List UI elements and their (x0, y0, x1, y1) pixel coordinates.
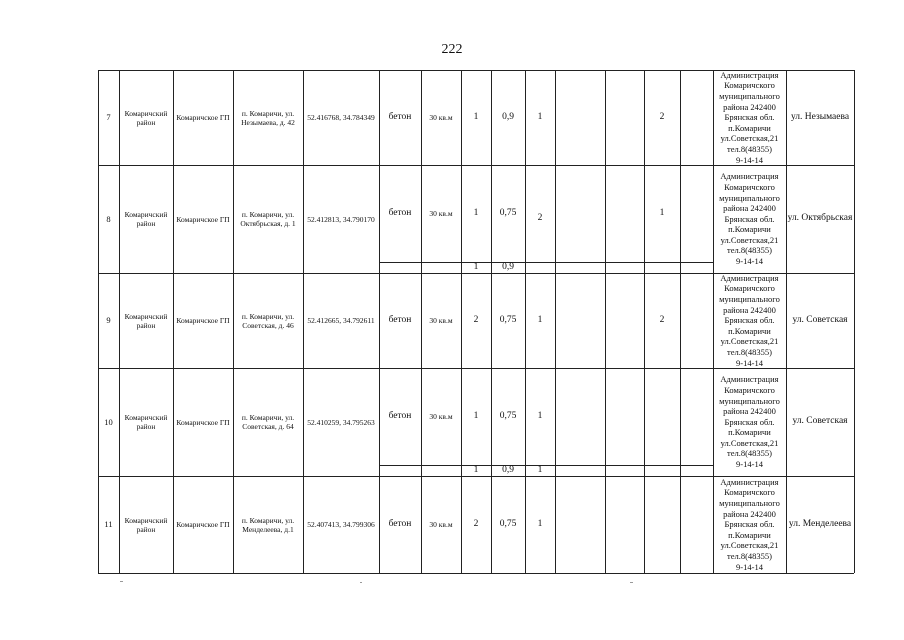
scan-speck (120, 581, 123, 582)
admin-line: 9-14-14 (736, 459, 763, 470)
sub_c2-text: 0,9 (502, 261, 514, 272)
c1-text: 1 (473, 410, 479, 421)
cell-c7 (681, 274, 712, 367)
c6-text: 2 (659, 314, 665, 325)
cell-c3 (526, 477, 554, 572)
address-text: п. Комаричи, ул. Советская, д. 46 (241, 311, 295, 330)
scan-speck (360, 582, 362, 583)
cell-c4 (556, 166, 604, 261)
c1-text: 2 (473, 518, 479, 529)
admin-line: п.Комаричи (728, 224, 771, 235)
admin-line: Администрация (720, 272, 779, 283)
admin-line: Комаричского (724, 487, 775, 498)
cell-num (99, 166, 118, 272)
cell-c6 (645, 166, 679, 261)
admin-line: тел.8(48355) (726, 245, 772, 256)
cell-c5 (606, 166, 643, 261)
cell-c4 (556, 369, 604, 464)
c3-text: 1 (537, 111, 543, 122)
district-text: Комаричский район (124, 311, 168, 330)
num-text: 11 (104, 519, 113, 530)
admin-line: тел.8(48355) (726, 550, 772, 561)
admin-line: муниципального (719, 498, 780, 509)
cell-c2 (492, 166, 524, 261)
cell-c3 (526, 166, 554, 272)
cell-area (422, 477, 460, 572)
admin-contact-block (719, 70, 780, 165)
cell-c7 (681, 477, 712, 572)
area-text: 30 кв.м (429, 113, 453, 122)
cell-c7 (681, 166, 712, 261)
c2-text: 0,75 (499, 518, 517, 529)
cell-admin (714, 477, 785, 572)
settlement-text: Комаричское ГП (176, 316, 230, 325)
cell-admin (714, 71, 785, 164)
settlement-text: Комаричское ГП (176, 520, 230, 529)
address-text: п. Комаричи, ул. Советская, д. 64 (241, 413, 295, 431)
surface-text: бетон (388, 410, 412, 421)
district-text: Комаричский район (124, 108, 168, 127)
street-text: ул. Октябрьская (787, 213, 853, 224)
cell-street (787, 369, 853, 475)
cell-surface (380, 274, 420, 367)
area-text: 30 кв.м (429, 520, 453, 529)
area-text: 30 кв.м (429, 209, 453, 218)
cell-c6 (645, 274, 679, 367)
cell-street (787, 166, 853, 272)
admin-line: Брянская обл. (724, 112, 775, 123)
admin-line: п.Комаричи (728, 122, 771, 133)
admin-line: Комаричского (724, 384, 775, 395)
settlement-text: Комаричское ГП (176, 417, 230, 427)
c2-text: 0,9 (502, 111, 514, 122)
admin-line: Брянская обл. (724, 519, 775, 530)
coords-text: 52.416768, 34.784349 (307, 113, 375, 122)
cell-surface (380, 477, 420, 572)
cell-c2 (492, 274, 524, 367)
district-text: Комаричский район (124, 413, 168, 431)
coords-text: 52.407413, 34.799306 (307, 520, 375, 529)
c2-text: 0,75 (499, 410, 517, 421)
sub_c2-text: 0,9 (502, 464, 514, 475)
area-text: 30 кв.м (429, 412, 453, 421)
admin-line: Брянская обл. (724, 315, 775, 326)
cell-address (234, 71, 302, 164)
cell-c5 (606, 369, 643, 464)
cell-c5 (606, 274, 643, 367)
registry-table (98, 70, 854, 573)
cell-district (120, 369, 172, 475)
admin-line: Администрация (720, 171, 779, 182)
cell-district (120, 477, 172, 572)
cell-address (234, 166, 302, 272)
cell-settlement (174, 369, 232, 475)
admin-line: района 242400 (723, 101, 776, 112)
street-text: ул. Менделеева (788, 518, 852, 529)
cell-sub_c3 (526, 466, 554, 475)
cell-address (234, 369, 302, 475)
admin-contact-block (719, 273, 780, 368)
cell-c5 (606, 71, 643, 164)
cell-district (120, 71, 172, 164)
admin-line: ул.Советская,21 (720, 437, 779, 448)
admin-line: п.Комаричи (728, 427, 771, 438)
cell-settlement (174, 274, 232, 367)
admin-line: муниципального (719, 192, 780, 203)
num-text: 9 (106, 315, 111, 326)
cell-area (422, 71, 460, 164)
admin-line: муниципального (719, 91, 780, 102)
cell-area (422, 274, 460, 367)
scan-speck (630, 582, 633, 583)
district-text: Комаричский район (124, 210, 168, 228)
cell-coords (304, 477, 378, 572)
admin-line: района 242400 (723, 304, 776, 315)
cell-district (120, 274, 172, 367)
coords-text: 52.412813, 34.790170 (307, 214, 375, 224)
cell-num (99, 274, 118, 367)
cell-c4 (556, 71, 604, 164)
admin-line: Комаричского (724, 80, 775, 91)
cell-address (234, 274, 302, 367)
cell-c1 (462, 477, 490, 572)
c1-text: 1 (473, 207, 479, 218)
cell-c7 (681, 369, 712, 464)
cell-c6 (645, 369, 679, 464)
admin-line: Брянская обл. (724, 213, 775, 224)
cell-surface (380, 166, 420, 261)
street-text: ул. Незымаева (790, 111, 850, 122)
admin-line: п.Комаричи (728, 529, 771, 540)
admin-line: муниципального (719, 395, 780, 406)
c3-text: 1 (537, 410, 543, 421)
admin-line: Комаричского (724, 283, 775, 294)
admin-contact-block (719, 477, 780, 572)
c2-text: 0,75 (499, 314, 517, 325)
cell-settlement (174, 71, 232, 164)
c6-text: 1 (659, 207, 665, 218)
admin-line: 9-14-14 (736, 561, 763, 572)
admin-line: 9-14-14 (736, 357, 763, 368)
cell-coords (304, 274, 378, 367)
cell-admin (714, 369, 785, 475)
admin-line: муниципального (719, 294, 780, 305)
admin-line: ул.Советская,21 (720, 336, 779, 347)
admin-line: Администрация (720, 476, 779, 487)
admin-line: Брянская обл. (724, 416, 775, 427)
cell-c6 (645, 477, 679, 572)
cell-c3 (526, 71, 554, 164)
surface-text: бетон (388, 207, 412, 218)
cell-c1 (462, 369, 490, 464)
c3-text: 1 (537, 314, 543, 325)
cell-c2 (492, 477, 524, 572)
admin-contact-block (719, 374, 780, 469)
cell-c5 (606, 477, 643, 572)
cell-settlement (174, 166, 232, 272)
admin-line: ул.Советская,21 (720, 133, 779, 144)
cell-c4 (556, 477, 604, 572)
sub_c3-text: 1 (537, 464, 543, 475)
cell-num (99, 369, 118, 475)
cell-settlement (174, 477, 232, 572)
cell-street (787, 274, 853, 367)
address-text: п. Комаричи, ул. Октябрьская, д. 1 (240, 210, 296, 228)
cell-c1 (462, 166, 490, 261)
cell-area (422, 166, 460, 261)
admin-line: Администрация (720, 374, 779, 385)
settlement-text: Комаричское ГП (176, 113, 230, 122)
admin-line: района 242400 (723, 203, 776, 214)
admin-line: ул.Советская,21 (720, 540, 779, 551)
cell-c3 (526, 369, 554, 464)
settlement-text: Комаричское ГП (176, 214, 230, 224)
cell-c1 (462, 71, 490, 164)
num-text: 7 (106, 112, 111, 123)
admin-line: тел.8(48355) (726, 143, 772, 154)
admin-line: Администрация (720, 69, 779, 80)
cell-c3 (526, 274, 554, 367)
c3-text: 1 (537, 518, 543, 529)
cell-coords (304, 369, 378, 475)
admin-line: Комаричского (724, 181, 775, 192)
cell-coords (304, 71, 378, 164)
c6-text: 2 (659, 111, 665, 122)
cell-district (120, 166, 172, 272)
cell-surface (380, 71, 420, 164)
cell-admin (714, 274, 785, 367)
coords-text: 52.410259, 34.795263 (307, 417, 375, 427)
cell-street (787, 477, 853, 572)
cell-num (99, 71, 118, 164)
cell-sub_c2 (492, 466, 524, 475)
admin-line: п.Комаричи (728, 325, 771, 336)
surface-text: бетон (388, 111, 412, 122)
c1-text: 2 (473, 314, 479, 325)
cell-c7 (681, 71, 712, 164)
area-text: 30 кв.м (429, 316, 453, 325)
cell-area (422, 369, 460, 464)
street-text: ул. Советская (792, 314, 848, 325)
admin-line: района 242400 (723, 406, 776, 417)
surface-text: бетон (388, 314, 412, 325)
c1-text: 1 (473, 111, 479, 122)
column-rule (854, 70, 855, 573)
cell-c2 (492, 369, 524, 464)
cell-sub_c1 (462, 263, 490, 272)
cell-c4 (556, 274, 604, 367)
sub_c1-text: 1 (473, 464, 479, 475)
cell-coords (304, 166, 378, 272)
cell-sub_c1 (462, 466, 490, 475)
cell-c2 (492, 71, 524, 164)
coords-text: 52.412665, 34.792611 (307, 316, 375, 325)
cell-sub_c2 (492, 263, 524, 272)
admin-line: 9-14-14 (736, 154, 763, 165)
c2-text: 0,75 (499, 207, 517, 218)
page-number: 222 (441, 42, 463, 57)
district-text: Комаричский район (124, 515, 168, 534)
address-text: п. Комаричи, ул. Менделеева, д.1 (241, 515, 295, 534)
cell-num (99, 477, 118, 572)
c3-text: 2 (537, 213, 543, 224)
surface-text: бетон (388, 518, 412, 529)
cell-address (234, 477, 302, 572)
admin-line: тел.8(48355) (726, 346, 772, 357)
admin-contact-block (719, 171, 780, 266)
address-text: п. Комаричи, ул. Незымаева, д. 42 (241, 108, 295, 127)
admin-line: 9-14-14 (736, 256, 763, 267)
cell-c6 (645, 71, 679, 164)
admin-line: района 242400 (723, 508, 776, 519)
row-rule (98, 573, 854, 574)
cell-admin (714, 166, 785, 272)
cell-street (787, 71, 853, 164)
num-text: 8 (106, 213, 111, 224)
cell-surface (380, 369, 420, 464)
admin-line: тел.8(48355) (726, 448, 772, 459)
sub_c1-text: 1 (473, 261, 479, 272)
cell-c1 (462, 274, 490, 367)
street-text: ул. Советская (792, 416, 848, 427)
admin-line: ул.Советская,21 (720, 234, 779, 245)
num-text: 10 (104, 416, 113, 427)
